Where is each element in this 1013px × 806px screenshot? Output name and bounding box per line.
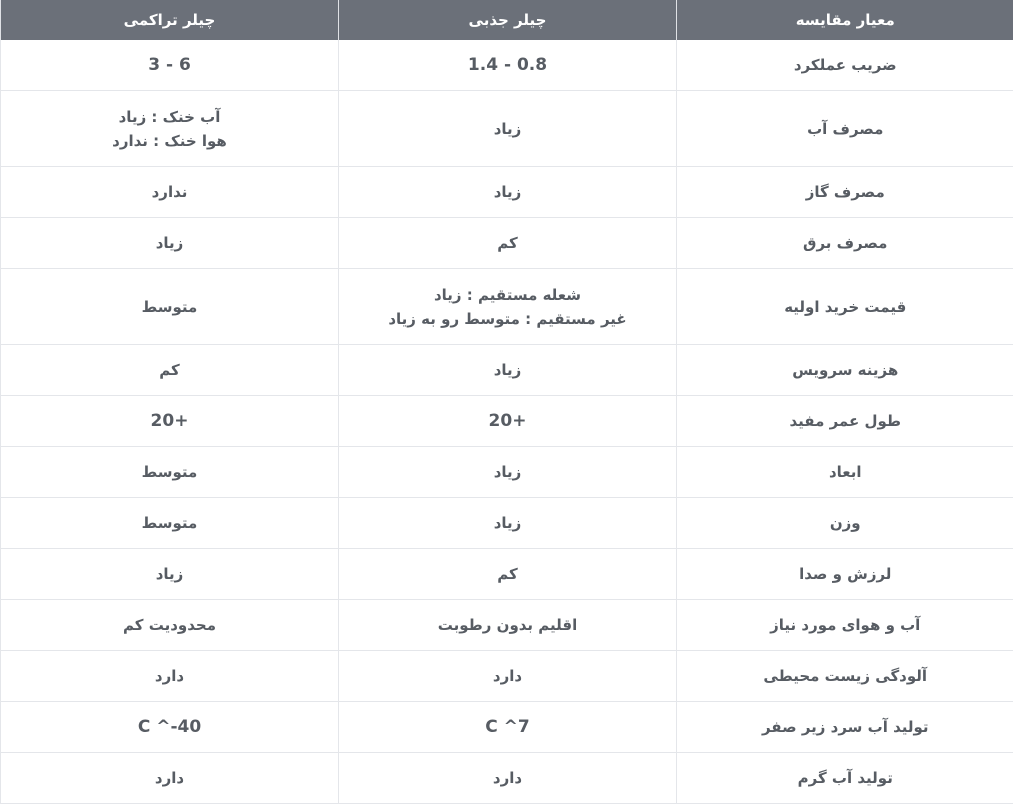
cell-line: زیاد <box>493 463 522 481</box>
cell-line: آب خنک : زیاد <box>118 107 221 126</box>
cell-line: دارد <box>492 769 523 787</box>
table-row <box>1 269 1013 345</box>
table-row <box>1 498 1013 549</box>
cell-line: ندارد <box>151 183 188 201</box>
criterion-cell: مصرف گاز <box>677 167 1013 218</box>
compression-cell <box>1 396 339 447</box>
table-row <box>1 91 1013 167</box>
compression-cell <box>1 600 339 651</box>
absorption-cell <box>339 498 677 549</box>
criterion-cell: طول عمر مفید <box>677 396 1013 447</box>
absorption-cell <box>339 447 677 498</box>
compression-cell <box>1 549 339 600</box>
compression-cell <box>1 702 339 753</box>
absorption-cell <box>339 40 677 91</box>
absorption-cell <box>339 651 677 702</box>
table-row <box>1 651 1013 702</box>
cell-line: 6 - 3 <box>148 55 191 75</box>
cell-line: C ^7 <box>485 717 530 737</box>
absorption-cell <box>339 549 677 600</box>
cell-line: زیاد <box>493 514 522 532</box>
criterion-cell: ابعاد <box>677 447 1013 498</box>
compression-cell <box>1 345 339 396</box>
cell-line: زیاد <box>493 361 522 379</box>
absorption-cell <box>339 753 677 804</box>
compression-cell <box>1 269 339 345</box>
cell-line: C ^-40 <box>137 717 202 737</box>
header-compression-chiller: چیلر تراکمی <box>1 0 339 40</box>
cell-line: زیاد <box>155 565 184 583</box>
compression-cell <box>1 753 339 804</box>
cell-line: کم <box>497 565 518 583</box>
absorption-cell <box>339 167 677 218</box>
criterion-cell: لرزش و صدا <box>677 549 1013 600</box>
cell-line: متوسط <box>141 514 198 532</box>
cell-line: دارد <box>154 667 185 685</box>
absorption-cell <box>339 218 677 269</box>
criterion-cell: تولید آب گرم <box>677 753 1013 804</box>
cell-line: هوا خنک : ندارد <box>112 131 227 150</box>
criterion-cell: وزن <box>677 498 1013 549</box>
absorption-cell <box>339 269 677 345</box>
cell-line: زیاد <box>493 183 522 201</box>
header-absorption-chiller: چیلر جذبی <box>339 0 677 40</box>
criterion-cell: ضریب عملکرد <box>677 40 1013 91</box>
cell-line: متوسط <box>141 463 198 481</box>
table-row <box>1 753 1013 804</box>
compression-cell <box>1 40 339 91</box>
criterion-cell: هزینه سرویس <box>677 345 1013 396</box>
table-header <box>1 0 1013 40</box>
table-row <box>1 40 1013 91</box>
criterion-cell: آلودگی زیست محیطی <box>677 651 1013 702</box>
compression-cell <box>1 167 339 218</box>
criterion-cell: قیمت خرید اولیه <box>677 269 1013 345</box>
absorption-cell <box>339 396 677 447</box>
table-row <box>1 447 1013 498</box>
cell-line: کم <box>497 234 518 252</box>
compression-cell <box>1 651 339 702</box>
cell-line: زیاد <box>155 234 184 252</box>
criterion-cell: آب و هوای مورد نیاز <box>677 600 1013 651</box>
cell-line: +20 <box>488 411 527 431</box>
cell-line: کم <box>159 361 180 379</box>
cell-line: زیاد <box>493 119 522 138</box>
table-row <box>1 396 1013 447</box>
table-row <box>1 549 1013 600</box>
table-row <box>1 218 1013 269</box>
table-row <box>1 702 1013 753</box>
cell-line: دارد <box>492 667 523 685</box>
absorption-cell <box>339 702 677 753</box>
table-row <box>1 167 1013 218</box>
header-row <box>1 0 1013 40</box>
cell-line: متوسط <box>141 297 198 316</box>
table-row <box>1 345 1013 396</box>
criterion-cell: مصرف برق <box>677 218 1013 269</box>
header-criterion: معیار مقایسه <box>677 0 1013 40</box>
cell-line: محدودیت کم <box>122 616 216 634</box>
cell-line: اقلیم بدون رطوبت <box>437 616 578 634</box>
absorption-cell <box>339 345 677 396</box>
cell-line: شعله مستقیم : زیاد <box>433 285 582 304</box>
criterion-cell: تولید آب سرد زیر صفر <box>677 702 1013 753</box>
cell-line: غیر مستقیم : متوسط رو به زیاد <box>388 309 627 328</box>
table-body <box>1 40 1013 804</box>
compression-cell <box>1 498 339 549</box>
cell-line: +20 <box>150 411 189 431</box>
compression-cell <box>1 447 339 498</box>
criterion-cell: مصرف آب <box>677 91 1013 167</box>
absorption-cell <box>339 600 677 651</box>
compression-cell <box>1 218 339 269</box>
cell-line: دارد <box>154 769 185 787</box>
table-row <box>1 600 1013 651</box>
cell-line: 0.8 - 1.4 <box>467 55 548 75</box>
compression-cell <box>1 91 339 167</box>
absorption-cell <box>339 91 677 167</box>
